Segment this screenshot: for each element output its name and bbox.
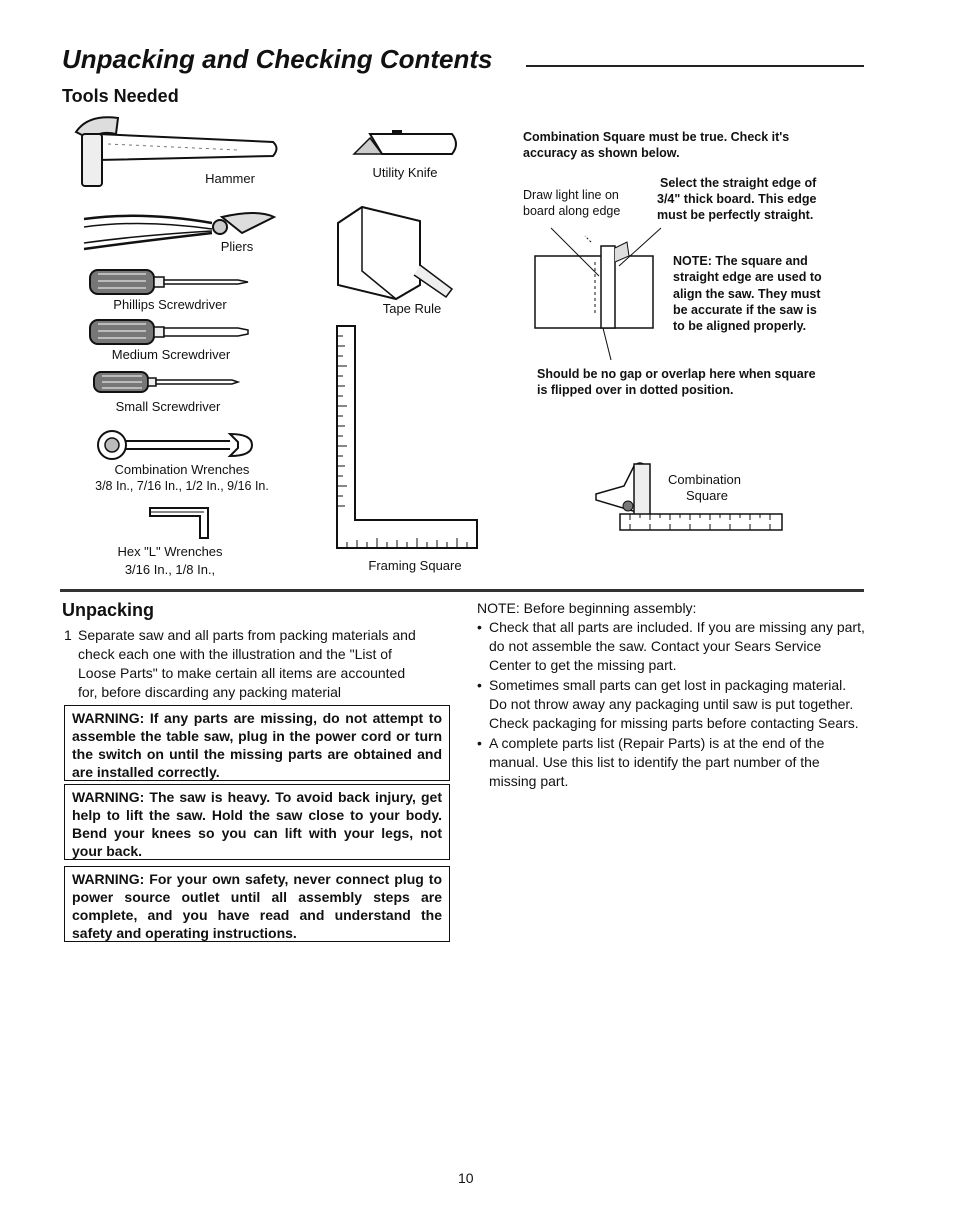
section-divider — [60, 589, 864, 592]
select-edge-line-3: must be perfectly straight. — [657, 208, 814, 222]
medium-screwdriver-illustration — [88, 318, 252, 346]
combination-square-label-2: Square — [686, 488, 728, 503]
warning-missing-parts: WARNING: If any parts are missing, do not attempt to assemble the table saw, plug in the power cord or turn the switch on until the missing parts are obtained and are installed correctly. — [64, 705, 450, 781]
step-number: 1 — [64, 627, 72, 643]
square-intro-line-1: Combination Square must be true. Check it's — [523, 130, 790, 144]
small-screwdriver-illustration — [92, 370, 242, 394]
title-rule — [526, 65, 864, 67]
combination-wrenches-sizes: 3/8 In., 7/16 In., 1/2 In., 9/16 In. — [95, 479, 269, 493]
hammer-label: Hammer — [205, 171, 255, 186]
page-number: 10 — [458, 1170, 474, 1186]
note-line-3: align the saw. They must — [673, 287, 821, 301]
framing-square-label: Framing Square — [368, 558, 462, 573]
phillips-screwdriver-label: Phillips Screwdriver — [113, 297, 227, 312]
note-heading: NOTE: Before beginning assembly: — [477, 600, 697, 616]
page-title: Unpacking and Checking Contents — [62, 44, 493, 74]
step-line: for, before discarding any packing material — [78, 684, 342, 700]
draw-line-line-1: Draw light line on — [523, 188, 619, 202]
note-line-2: straight edge are used to — [673, 270, 822, 284]
draw-line-line-2: board along edge — [523, 204, 621, 218]
gap-line-2: is flipped over in dotted position. — [537, 383, 734, 397]
hex-wrench-illustration — [148, 506, 212, 540]
step-line: Loose Parts" to make certain all items are accounted — [78, 665, 406, 681]
combination-wrenches-label: Combination Wrenches — [114, 462, 250, 477]
warning-heavy-saw: WARNING: The saw is heavy. To avoid back injury, get help to lift the saw. Hold the saw close to your body. Bend your knees so you can lift with your legs, not your back. — [64, 784, 450, 860]
unpacking-step-1 — [78, 626, 450, 702]
phillips-screwdriver-illustration — [88, 268, 252, 296]
note-bullet: • Check that all parts are included. If you are missing any part, do not assemble the saw. Contact your Sears Service Center to get the missing part. — [477, 618, 867, 675]
note-bullet: • Sometimes small parts can get lost in packaging material. Do not throw away any packaging until saw is put together. Check packaging for missing parts before contacting Sears. — [477, 676, 867, 733]
select-edge-line-2: 3/4" thick board. This edge — [657, 192, 817, 206]
utility-knife-illustration — [352, 128, 460, 162]
tape-rule-illustration — [334, 205, 456, 301]
step-line: Separate saw and all parts from packing materials and — [78, 627, 416, 643]
note-bullet: • A complete parts list (Repair Parts) is at the end of the manual. Use this list to identify the part number of the missing part. — [477, 734, 867, 791]
pliers-label: Pliers — [220, 239, 254, 254]
tape-rule-label: Tape Rule — [382, 301, 442, 316]
combination-wrench-illustration — [96, 428, 256, 462]
note-line-1: NOTE: The square and — [673, 254, 808, 268]
select-edge-line-1: Select the straight edge of — [660, 176, 817, 190]
note-bullets — [477, 618, 867, 792]
warning-power-source: WARNING: For your own safety, never connect plug to power source outlet until all assembly steps are complete, and you have read and understand the safety and operating instructions. — [64, 866, 450, 942]
tools-heading: Tools Needed — [62, 86, 179, 106]
utility-knife-label: Utility Knife — [372, 165, 438, 180]
note-line-4: be accurate if the saw is — [673, 303, 817, 317]
hex-wrenches-sizes: 3/16 In., 1/8 In., — [124, 562, 216, 577]
square-intro-line-2: accuracy as shown below. — [523, 146, 680, 160]
hex-wrenches-label: Hex "L" Wrenches — [117, 544, 223, 559]
note-line-5: to be aligned properly. — [673, 319, 807, 333]
step-line: check each one with the illustration and the "List of — [78, 646, 392, 662]
small-screwdriver-label: Small Screwdriver — [115, 399, 221, 414]
combination-square-label-1: Combination — [668, 472, 741, 487]
unpacking-heading: Unpacking — [62, 600, 155, 620]
medium-screwdriver-label: Medium Screwdriver — [111, 347, 231, 362]
gap-line-1: Should be no gap or overlap here when square — [537, 367, 816, 381]
square-check-diagram — [533, 222, 663, 362]
framing-square-illustration — [335, 324, 479, 550]
